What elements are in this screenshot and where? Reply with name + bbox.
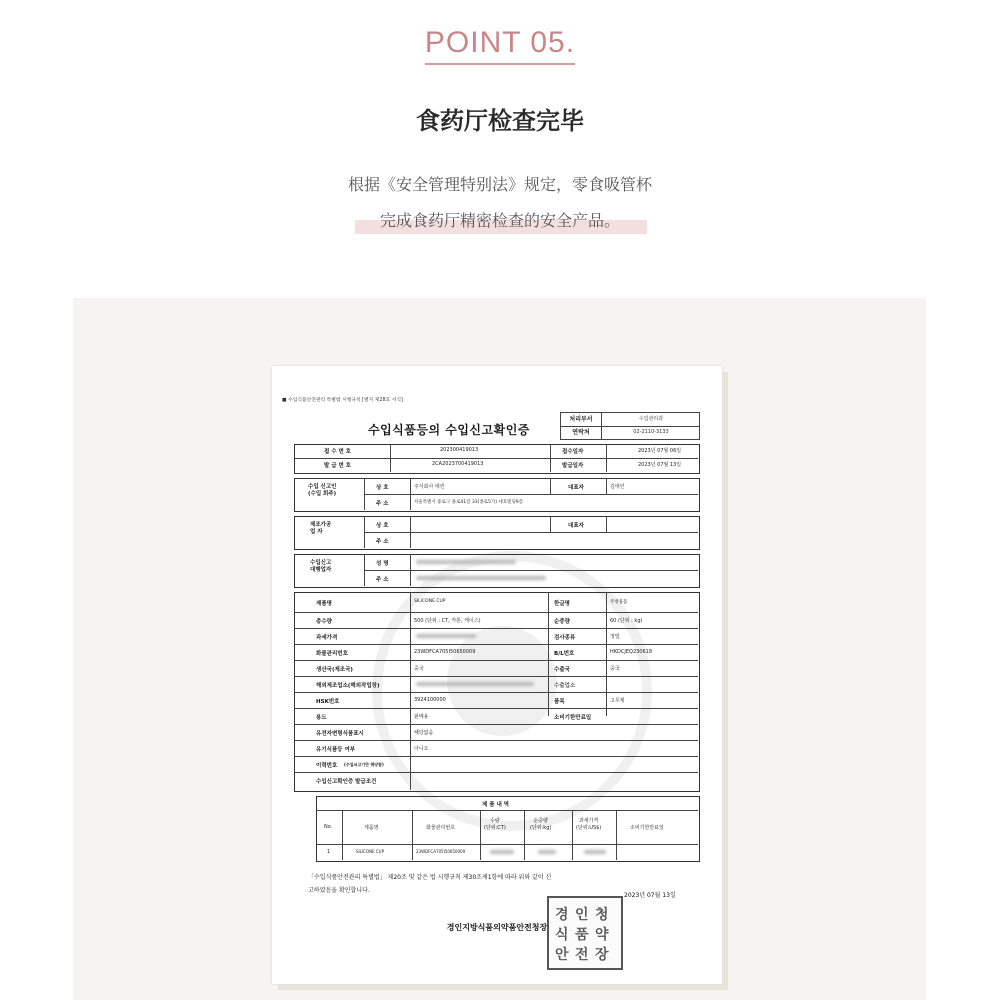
- form-number: ■ 수입식품안전관리 특별법 시행규칙 [별지 제28호 서식]: [282, 398, 403, 403]
- items-title: 제 품 내 역: [482, 802, 509, 808]
- maker-rep-label: 대표자: [568, 523, 584, 529]
- item-value: 고무제: [610, 698, 625, 704]
- origin-value: 중국: [414, 666, 424, 672]
- point-heading: POINT 05.: [424, 26, 576, 59]
- item-label: 품목: [554, 699, 565, 705]
- inspection-value: 정밀: [610, 634, 620, 640]
- issue-date: 2023년 07월 13일: [638, 462, 682, 468]
- items-header-price: 과세가격 (단위:US$): [576, 818, 602, 831]
- issue-no-label: 발 급 번 호: [324, 463, 351, 469]
- bl-value: HKDCJEQ230618: [610, 649, 653, 655]
- maker-address-label: 주 소: [376, 539, 389, 545]
- product-label: 제품명: [316, 601, 332, 607]
- items-header-cargo: 화물관리번호: [426, 825, 455, 831]
- korean-name-label: 한글명: [554, 601, 570, 607]
- net-weight-value: 60 (단위 : kg): [610, 618, 643, 624]
- hsk-value: 3924100000: [414, 697, 446, 703]
- department-box: [560, 412, 700, 440]
- bl-label: B/L번호: [554, 651, 575, 657]
- inspection-label: 검사종류: [554, 635, 576, 641]
- receipt-date-label: 접수일자: [562, 449, 584, 455]
- export-value: 중국: [610, 666, 620, 672]
- agent-name-label: 성 명: [376, 561, 389, 567]
- contact-label: 연락처: [561, 426, 602, 439]
- items-header-product: 제품명: [364, 825, 379, 831]
- contact-value: 02-2110-3133: [633, 429, 669, 435]
- importer-label: 수입 신고인 (수입 회주): [308, 484, 337, 497]
- section-title: 食药厅检查完毕: [416, 107, 584, 135]
- items-row-cargo: 23WDFCA705I50650009: [416, 849, 466, 854]
- importer-table: [294, 478, 700, 512]
- importer-address: 서울특별시 중로구 종로41길 33(종로5가) 세호빌딩9층: [414, 500, 524, 505]
- exporter-label: 수출업소: [554, 683, 576, 689]
- importer-address-label: 주 소: [376, 501, 389, 507]
- importer-trade-label: 상 호: [376, 485, 389, 491]
- items-row-product: SILICONE CUP: [356, 849, 384, 854]
- items-row-no: 1: [327, 849, 331, 855]
- official-seal-stamp: 경 인 청 식 품 약 안 전 장: [547, 896, 623, 970]
- description-line-1: 根据《安全管理特别法》规定，零食吸管杯: [347, 175, 652, 194]
- expiry-label: 소비기한만료일: [554, 715, 592, 721]
- use-value: 판매용: [414, 714, 429, 720]
- receipt-no: 202300419013: [440, 447, 479, 453]
- maker-label: 제조가공 업 자: [310, 522, 332, 535]
- receipt-date: 2023년 07월 06일: [638, 448, 682, 454]
- overseas-label: 해외제조업소(해외작업장): [316, 683, 380, 689]
- history-label: 이력번호: [316, 763, 338, 769]
- dept-value: 수입관리과: [638, 416, 664, 422]
- organic-value: 아니오: [414, 746, 429, 752]
- export-label: 수출국: [554, 667, 570, 673]
- statement-line-2: 고하였음을 확인합니다.: [308, 887, 370, 894]
- product-value: SILICONE CUP: [414, 599, 446, 604]
- statement-date: 2023년 07월 13일: [624, 892, 676, 899]
- receipt-no-label: 접 수 번 호: [324, 449, 351, 455]
- taxable-label: 과세가격: [316, 635, 338, 641]
- use-label: 용도: [316, 715, 327, 721]
- total-qty-label: 총수량: [316, 619, 332, 625]
- gmo-value: 해당없음: [414, 730, 434, 736]
- issue-no: 2CA2023700419013: [432, 461, 484, 467]
- hsk-label: HSK번호: [316, 699, 340, 705]
- maker-trade-label: 상 호: [376, 523, 389, 529]
- document-title: 수입식품등의 수입신고확인증: [368, 423, 530, 437]
- items-header-qty: 수량 (단위:CT): [484, 818, 506, 831]
- history-note: (수입쇠고기만 해당함): [344, 762, 384, 767]
- items-header-weight: 순중량 (단위:kg): [530, 818, 552, 831]
- importer-rep: 김태린: [610, 484, 625, 490]
- cargo-label: 화물관리번호: [316, 651, 348, 657]
- conditions-label: 수입신고확인증 발급조건: [316, 779, 377, 785]
- maker-table: [294, 516, 700, 550]
- origin-label: 생산국(제조국): [316, 667, 353, 673]
- total-qty-value: 500 (단위 : CT, 카톤, 케이스): [414, 618, 481, 624]
- importer-name: 주식회사 태린: [414, 484, 445, 490]
- importer-rep-label: 대표자: [568, 485, 584, 491]
- agent-label: 수입신고 대행업자: [310, 560, 332, 573]
- issue-date-label: 발급일자: [562, 463, 584, 469]
- items-header-expiry: 소비기한만료일: [630, 825, 664, 831]
- issuing-authority: 경인지방식품의약품안전청장: [446, 923, 548, 932]
- dept-label: 처리부서: [561, 413, 602, 426]
- organic-label: 유기식품등 여부: [316, 747, 356, 753]
- korean-name-value: 주방용품: [610, 600, 628, 605]
- agent-address-label: 주 소: [376, 577, 389, 583]
- gmo-label: 유전자변형식품표시: [316, 731, 364, 737]
- statement-line-1: 「수입식품안전관리 특별법」 제20조 및 같은 법 시행규칙 제30조제1항에 따라 위와 같이 신: [308, 874, 552, 881]
- point-underline: [425, 63, 575, 65]
- import-certificate-document: [272, 366, 722, 984]
- items-header-no: No.: [324, 824, 333, 830]
- description-line-2: 完成食药厅精密检查的安全产品。: [379, 211, 620, 230]
- cargo-value: 23WDFCA705I50650009: [414, 649, 476, 655]
- net-weight-label: 순중량: [554, 619, 570, 625]
